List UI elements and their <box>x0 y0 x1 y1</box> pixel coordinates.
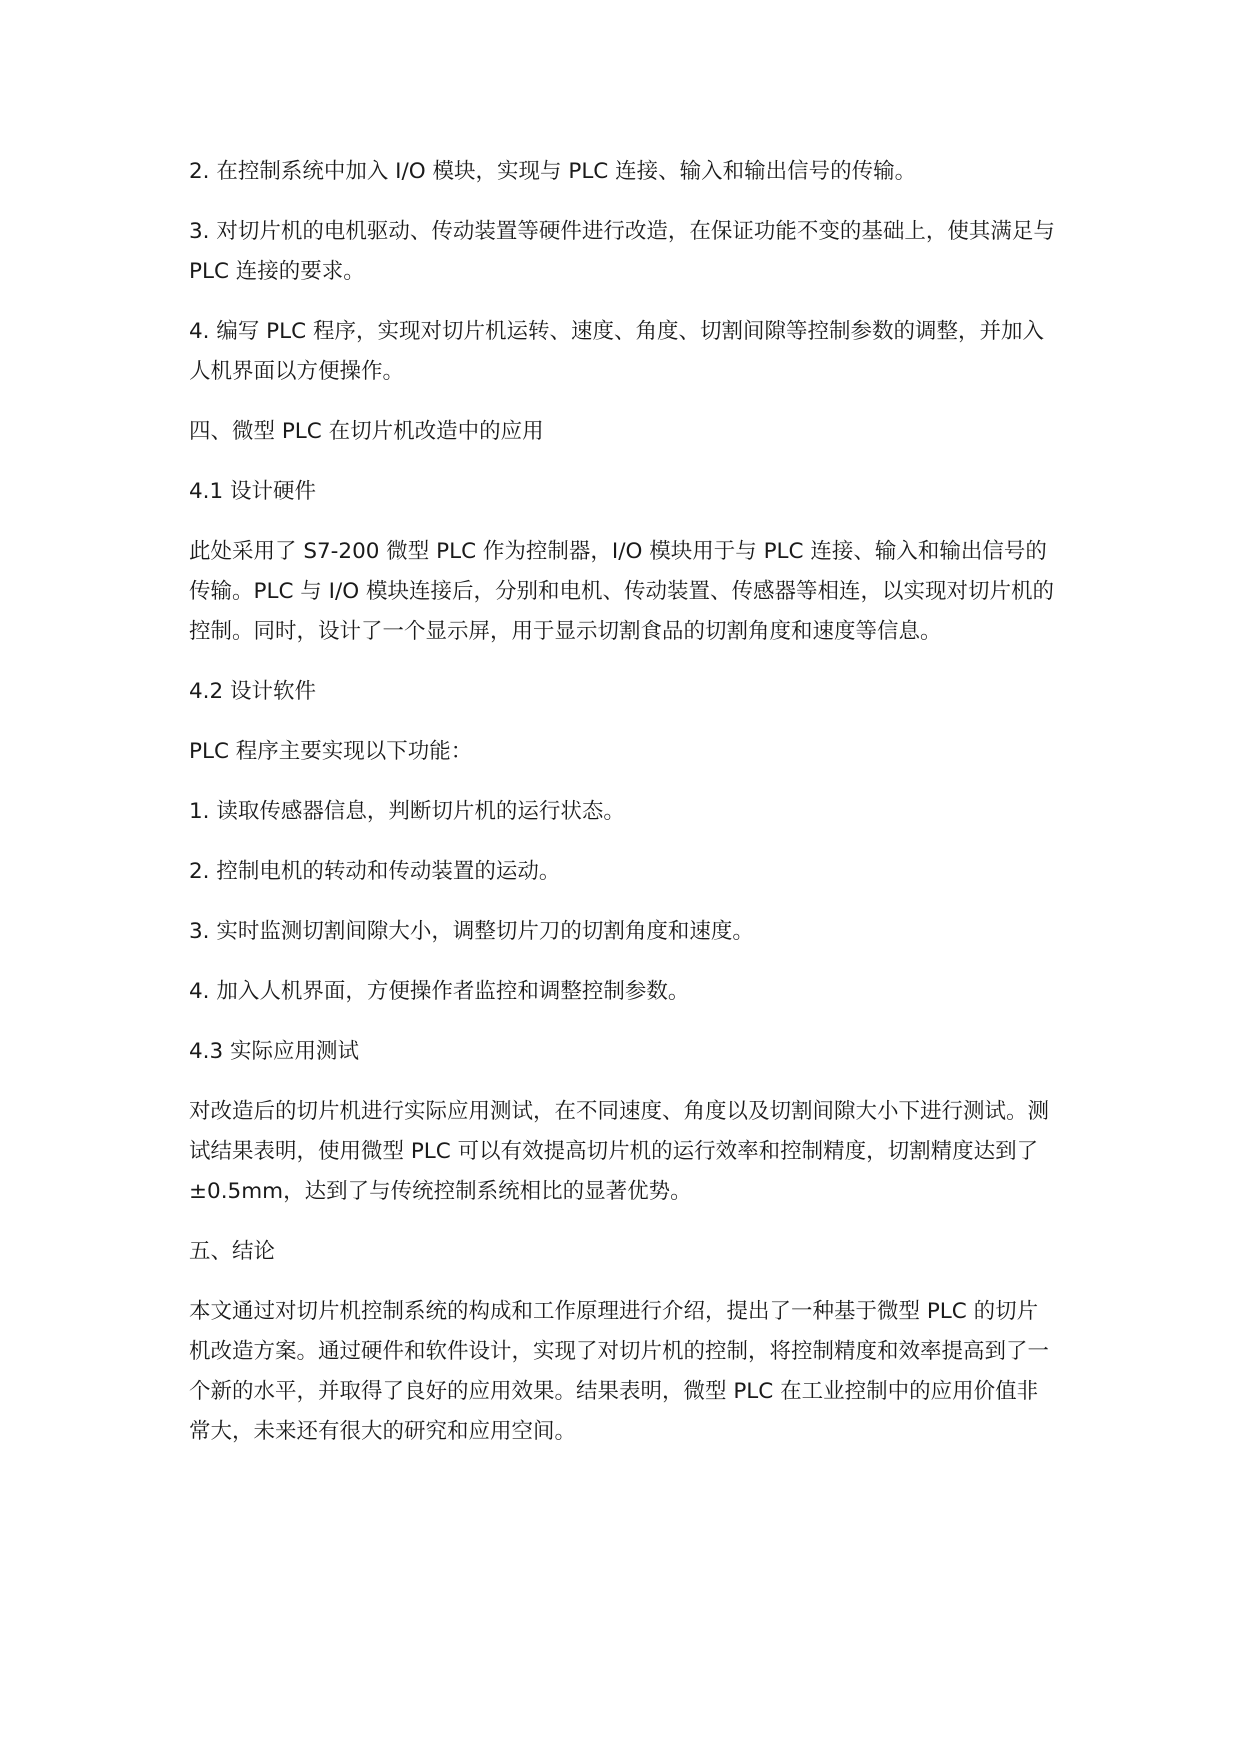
subsection-heading-testing: 4.3 实际应用测试 <box>189 1039 360 1064</box>
subsection-heading-software: 4.2 设计软件 <box>189 679 317 704</box>
list-item-hardware-retrofit: 3. 对切片机的电机驱动、传动装置等硬件进行改造，在保证功能不变的基础上，使其满足与 PLC 连接的要求。 <box>189 219 1055 284</box>
paragraph-software-intro: PLC 程序主要实现以下功能： <box>189 739 473 764</box>
subsection-heading-hardware: 4.1 设计硬件 <box>189 479 317 504</box>
document-body <box>189 152 1055 1472</box>
list-item-plc-program: 4. 编写 PLC 程序，实现对切片机运转、速度、角度、切割间隙等控制参数的调整，并加入人机界面以方便操作。 <box>189 319 1044 384</box>
list-item-hmi: 4. 加入人机界面，方便操作者监控和调整控制参数。 <box>189 979 690 1004</box>
list-item-motor-control: 2. 控制电机的转动和传动装置的运动。 <box>189 859 561 884</box>
section-heading-conclusion: 五、结论 <box>189 1239 276 1264</box>
list-item-gap-monitor: 3. 实时监测切割间隙大小，调整切片刀的切割角度和速度。 <box>189 919 754 944</box>
paragraph-hardware-design: 此处采用了 S7-200 微型 PLC 作为控制器，I/O 模块用于与 PLC 连接、输入和输出信号的传输。PLC 与 I/O 模块连接后，分别和电机、传动装置、传感器等相连，以实现对切片机的控制。同时，设计了一个显示屏，用于显示切割食品的切割角度和速度等信息。 <box>189 539 1054 644</box>
paragraph-testing-results: 对改造后的切片机进行实际应用测试，在不同速度、角度以及切割间隙大小下进行测试。测试结果表明，使用微型 PLC 可以有效提高切片机的运行效率和控制精度，切割精度达到了±0.5mm，达到了与传统控制系统相比的显著优势。 <box>189 1099 1050 1204</box>
list-item-read-sensors: 1. 读取传感器信息，判断切片机的运行状态。 <box>189 799 625 824</box>
list-item-io-module: 2. 在控制系统中加入 I/O 模块，实现与 PLC 连接、输入和输出信号的传输。 <box>189 159 917 184</box>
paragraph-conclusion: 本文通过对切片机控制系统的构成和工作原理进行介绍，提出了一种基于微型 PLC 的切片机改造方案。通过硬件和软件设计，实现了对切片机的控制，将控制精度和效率提高到了一个新的水平，并取得了良好的应用效果。结果表明，微型 PLC 在工业控制中的应用价值非常大，未来还有很大的研究和应用空间。 <box>189 1299 1050 1444</box>
section-heading-application: 四、微型 PLC 在切片机改造中的应用 <box>189 419 544 444</box>
